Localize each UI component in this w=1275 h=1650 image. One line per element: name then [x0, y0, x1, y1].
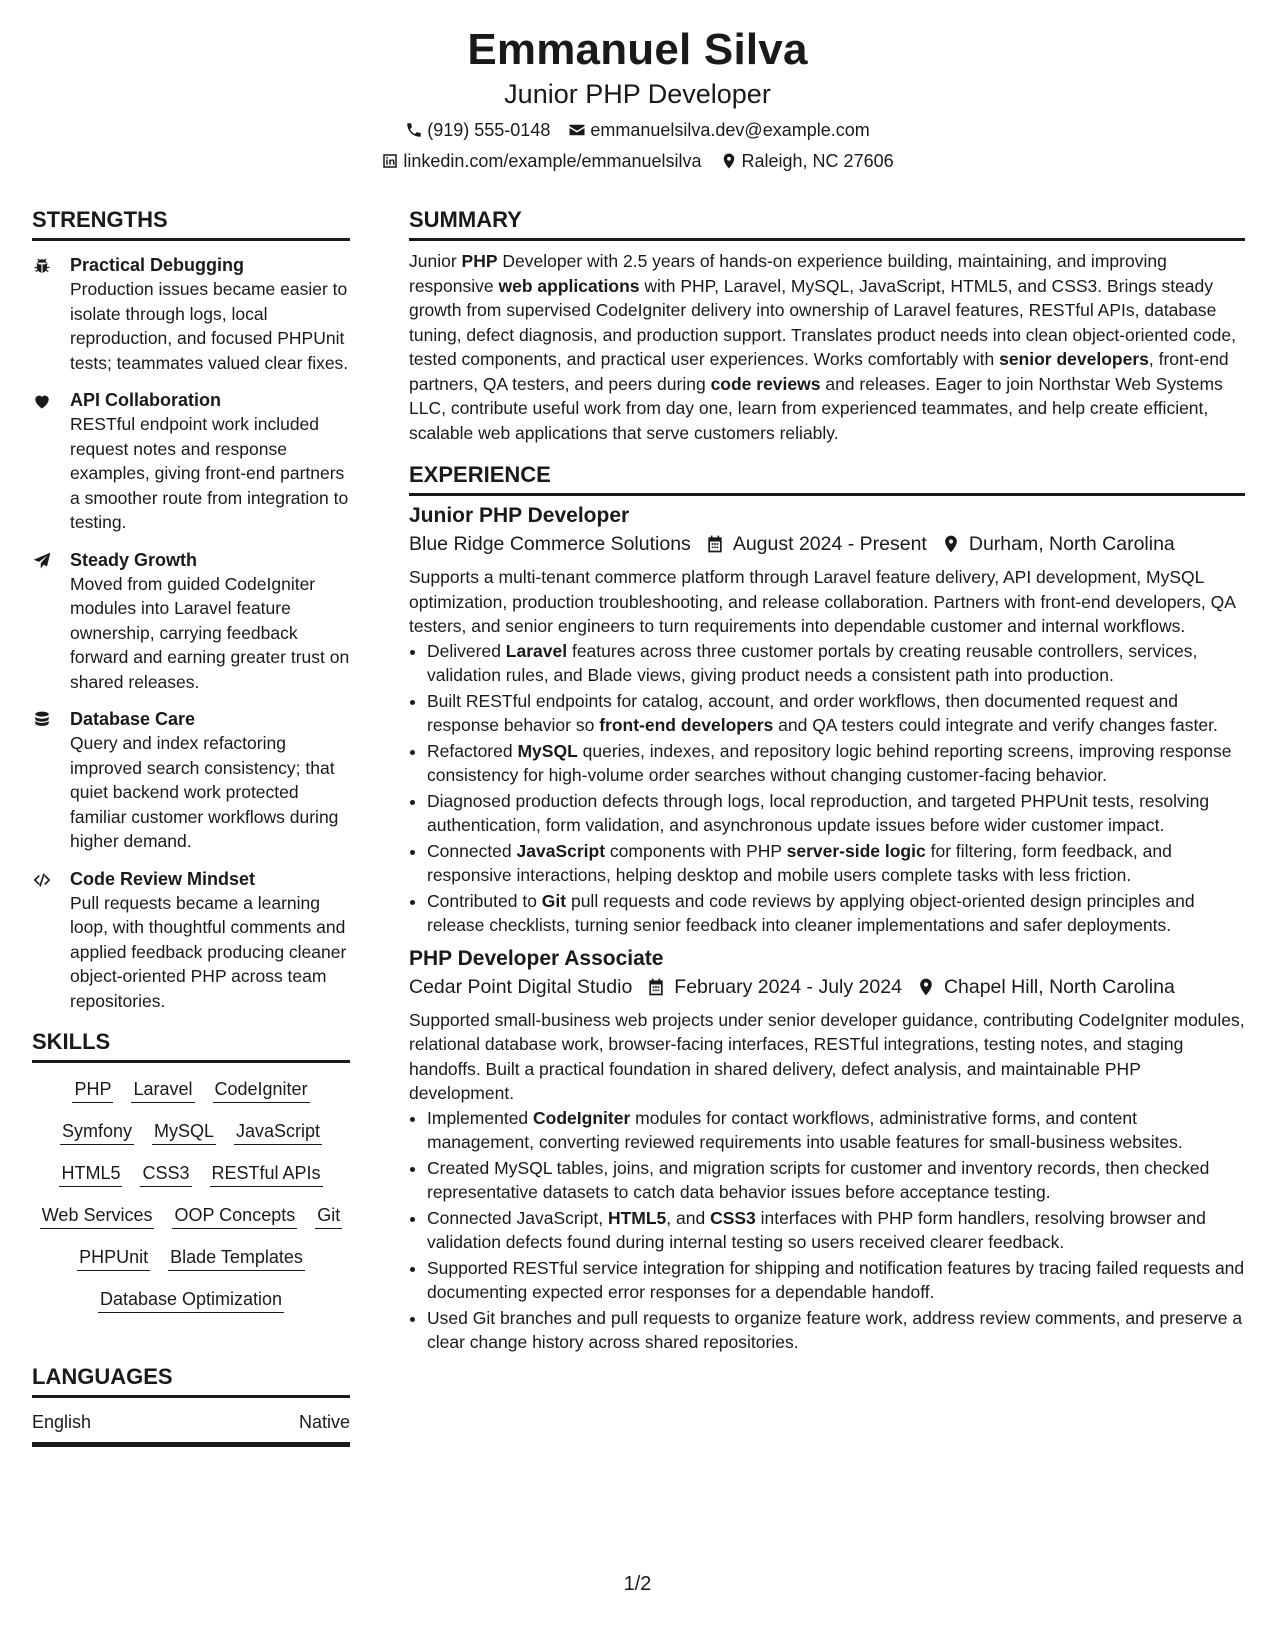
text-run: Developer with 2.5 years of hands-on experience building, maintaining, and improving responsive	[409, 251, 1167, 296]
left-column	[32, 204, 350, 1447]
location-contact	[720, 149, 894, 173]
job-dates: August 2024 - Present	[732, 533, 927, 555]
bullet-item	[427, 739, 1245, 787]
skill-tag: PHP	[72, 1077, 113, 1103]
text-run: for filtering, form feedback, and responsive interactions, helping desktop and mobile users complete tasks with less friction.	[427, 840, 1172, 885]
bullet-item	[427, 639, 1245, 687]
skills-row	[32, 1287, 350, 1313]
job-company: Cedar Point Digital Studio	[409, 975, 633, 998]
text-run: , front-end partners, QA testers, and peers during	[409, 349, 1229, 394]
bug-icon	[32, 256, 52, 276]
strength-title: Steady Growth	[70, 549, 198, 570]
bullet-item	[427, 1206, 1245, 1254]
skills-row	[32, 1161, 350, 1187]
text-run: , and	[666, 1207, 711, 1228]
email-text[interactable]: emmanuelsilva.dev@example.com	[590, 120, 870, 140]
strength-desc: RESTful endpoint work included request notes and response examples, giving front-end partners a smoother route from integration to testing.	[70, 414, 349, 532]
strength-item	[32, 548, 350, 695]
text-run: Delivered	[427, 640, 506, 661]
skill-tag: Blade Templates	[168, 1245, 305, 1271]
text-run: features across three customer portals by creating reusable controllers, services, validation rules, and Blade views, giving product needs a consistent path into production.	[427, 640, 1198, 685]
experience-heading: EXPERIENCE	[409, 459, 1245, 496]
candidate-name: Emmanuel Silva	[467, 25, 808, 74]
skills-row	[32, 1119, 350, 1145]
job-location: Chapel Hill, North Carolina	[943, 975, 1175, 998]
language-item	[32, 1398, 350, 1447]
skills-row	[32, 1245, 350, 1271]
job-meta	[409, 530, 1245, 558]
skill-tag: Laravel	[131, 1077, 194, 1103]
bold-text: senior developers	[999, 349, 1149, 369]
bold-text: MySQL	[517, 740, 578, 761]
phone-icon	[405, 121, 423, 139]
text-run: with PHP, Laravel, MySQL, JavaScript, HTML5, and CSS3. Brings steady growth from supervised CodeIgniter delivery into ownership of Laravel features, RESTful APIs, database tuning, defect diagnosis, and production support. Translates product needs into clean object-oriented code, tested components, and practical user experiences. Works comfortably with	[409, 275, 1236, 369]
text-run: Refactored	[427, 740, 518, 761]
bold-text: front-end developers	[599, 714, 774, 735]
candidate-title: Junior PHP Developer	[504, 79, 771, 109]
phone-contact	[405, 118, 550, 142]
bold-text: server-side logic	[786, 840, 926, 861]
strength-item	[32, 388, 350, 535]
languages-heading: LANGUAGES	[32, 1361, 350, 1398]
job-title: Junior PHP Developer	[409, 504, 630, 527]
text-run: Implemented	[427, 1107, 534, 1128]
bold-text: web applications	[498, 275, 640, 296]
text-run: Contributed to	[427, 890, 542, 911]
language-name: English	[32, 1412, 92, 1432]
strengths-heading: STRENGTHS	[32, 204, 350, 241]
bullet-item	[427, 1306, 1245, 1354]
job-bullets	[409, 1106, 1245, 1354]
contact-row-2	[0, 149, 1275, 173]
skills-heading: SKILLS	[32, 1026, 350, 1063]
text-run: Used Git branches and pull requests to organize feature work, address review comments, and preserve a clear change history across shared repositories.	[427, 1307, 1243, 1352]
skill-tag: Web Services	[40, 1203, 155, 1229]
text-run: Connected JavaScript,	[427, 1207, 608, 1228]
strengths-list	[32, 249, 350, 1013]
job-entry	[409, 502, 1245, 937]
map-pin-icon	[941, 534, 961, 554]
text-run: Diagnosed production defects through logs, local reproduction, and targeted PHPUnit tests, resolving authentication, form validation, and asynchronous update issues before wider customer impact.	[427, 790, 1210, 835]
job-title: PHP Developer Associate	[409, 946, 664, 970]
strength-desc: Moved from guided CodeIgniter modules into Laravel feature ownership, carrying feedback forward and earning greater trust on shared releases.	[70, 573, 350, 692]
strength-title: Database Care	[70, 709, 196, 729]
job-entry	[409, 945, 1245, 1354]
skill-tag: CodeIgniter	[213, 1077, 310, 1103]
bold-text: Git	[541, 890, 567, 911]
strength-title: API Collaboration	[70, 390, 222, 410]
job-summary: Supports a multi-tenant commerce platform through Laravel feature delivery, API development, MySQL optimization, production troubleshooting, and release collaboration. Partners with front-end developers, QA testers, and senior engineers to turn requirements into dependable customer and internal workflows.	[409, 567, 1235, 636]
text-run: and QA testers could integrate and verify changes faster.	[773, 714, 1218, 735]
right-column	[409, 204, 1245, 1356]
text-run: Junior	[409, 251, 462, 271]
skill-tag: MySQL	[152, 1119, 216, 1145]
bullet-item	[427, 789, 1245, 837]
skill-tag: JavaScript	[234, 1119, 322, 1145]
summary-text	[409, 249, 1245, 445]
map-pin-icon	[720, 152, 738, 170]
contact-row-1	[0, 118, 1275, 142]
bold-text: PHP	[461, 251, 498, 271]
skill-tag: Symfony	[60, 1119, 134, 1145]
text-run: components with PHP	[605, 840, 787, 861]
bullet-item	[427, 839, 1245, 887]
text-run: interfaces with PHP form handlers, resolving browser and validation defects found during internal testing so users received clearer feedback.	[427, 1207, 1206, 1252]
skill-tag: HTML5	[59, 1161, 122, 1187]
job-dates: February 2024 - July 2024	[674, 975, 902, 998]
linkedin-contact[interactable]	[381, 149, 701, 173]
skill-tag: CSS3	[140, 1161, 191, 1187]
skill-tag: OOP Concepts	[172, 1203, 297, 1229]
job-bullets	[409, 639, 1245, 937]
job-location: Durham, North Carolina	[968, 533, 1175, 555]
heart-icon	[32, 391, 52, 411]
strength-title: Practical Debugging	[70, 255, 245, 275]
text-run: Connected	[427, 840, 517, 861]
database-icon	[32, 710, 52, 730]
text-run: Supported RESTful service integration for shipping and notification features by tracing failed requests and documenting expected error responses for a dependable handoff.	[427, 1257, 1245, 1302]
skill-tag: Git	[315, 1203, 342, 1229]
skill-tag: PHPUnit	[77, 1245, 150, 1271]
job-company: Blue Ridge Commerce Solutions	[409, 533, 691, 555]
bold-text: CSS3	[710, 1207, 756, 1228]
text-run: Built RESTful endpoints for catalog, account, and order workflows, then documented request and response behavior so	[427, 690, 1178, 735]
bold-text: HTML5	[607, 1207, 667, 1228]
phone-text: (919) 555-0148	[427, 120, 551, 140]
bullet-item	[427, 1106, 1245, 1154]
text-run: Created MySQL tables, joins, and migration scripts for customer and inventory records, then checked representative datasets to catch data behavior issues before acceptance testing.	[427, 1157, 1210, 1202]
text-run: queries, indexes, and repository logic behind reporting screens, improving response consistency for high-volume order searches without changing customer-facing behavior.	[427, 740, 1232, 785]
paper-plane-icon	[32, 551, 52, 571]
bullet-item	[427, 1256, 1245, 1304]
strength-desc: Query and index refactoring improved search consistency; that quiet backend work protected familiar customer workflows during higher demand.	[70, 733, 339, 851]
skills-row	[32, 1203, 350, 1229]
linkedin-icon	[381, 152, 399, 170]
job-summary: Supported small-business web projects under senior developer guidance, contributing CodeIgniter modules, relational database work, browser-facing interfaces, RESTful integrations, testing notes, and staging handoffs. Built a practical foundation in shared delivery, defect analysis, and maintainable PHP development.	[409, 1009, 1245, 1103]
job-meta	[409, 973, 1245, 1001]
bold-text: code reviews	[710, 373, 821, 394]
strength-item	[32, 707, 350, 854]
bold-text: Laravel	[505, 640, 568, 661]
bullet-item	[427, 689, 1245, 737]
bullet-item	[427, 889, 1245, 937]
text-run: and releases. Eager to join Northstar Web Systems LLC, contribute useful work from day one, learn from experienced teammates, and help create efficient, scalable web applications that serve customers reliably.	[409, 373, 1223, 443]
strength-desc: Production issues became easier to isolate through logs, local reproduction, and focused PHPUnit tests; teammates valued clear fixes.	[70, 279, 349, 373]
language-level: Native	[298, 1412, 350, 1432]
skills-row	[32, 1077, 350, 1103]
bold-text: JavaScript	[516, 840, 606, 861]
code-icon	[32, 870, 52, 890]
location-text: Raleigh, NC 27606	[741, 151, 894, 171]
skill-tag: Database Optimization	[98, 1287, 284, 1313]
strength-item	[32, 253, 350, 375]
summary-heading: SUMMARY	[409, 204, 1245, 241]
map-pin-icon	[916, 977, 936, 997]
calendar-icon	[705, 534, 725, 554]
email-contact[interactable]	[568, 118, 869, 142]
resume-header	[0, 0, 1275, 173]
text-run: pull requests and code reviews by applying object-oriented design principles and release checklists, turning senior feedback into cleaner implementations and safer deployments.	[427, 890, 1195, 935]
skills-list	[32, 1071, 350, 1339]
strength-item	[32, 867, 350, 1014]
calendar-icon	[646, 977, 666, 997]
strength-title: Code Review Mindset	[70, 868, 256, 889]
linkedin-text[interactable]: linkedin.com/example/emmanuelsilva	[403, 151, 702, 171]
text-run: modules for contact workflows, administrative forms, and content management, converting reviewed requirements into usable features for small-business websites.	[427, 1107, 1183, 1152]
bold-text: CodeIgniter	[533, 1107, 631, 1128]
skill-tag: RESTful APIs	[210, 1161, 323, 1187]
page-number: 1/2	[623, 1573, 652, 1595]
bullet-item	[427, 1156, 1245, 1204]
envelope-icon	[568, 121, 586, 139]
strength-desc: Pull requests became a learning loop, with thoughtful comments and applied feedback producing cleaner object-oriented PHP across team repositories.	[70, 892, 347, 1011]
